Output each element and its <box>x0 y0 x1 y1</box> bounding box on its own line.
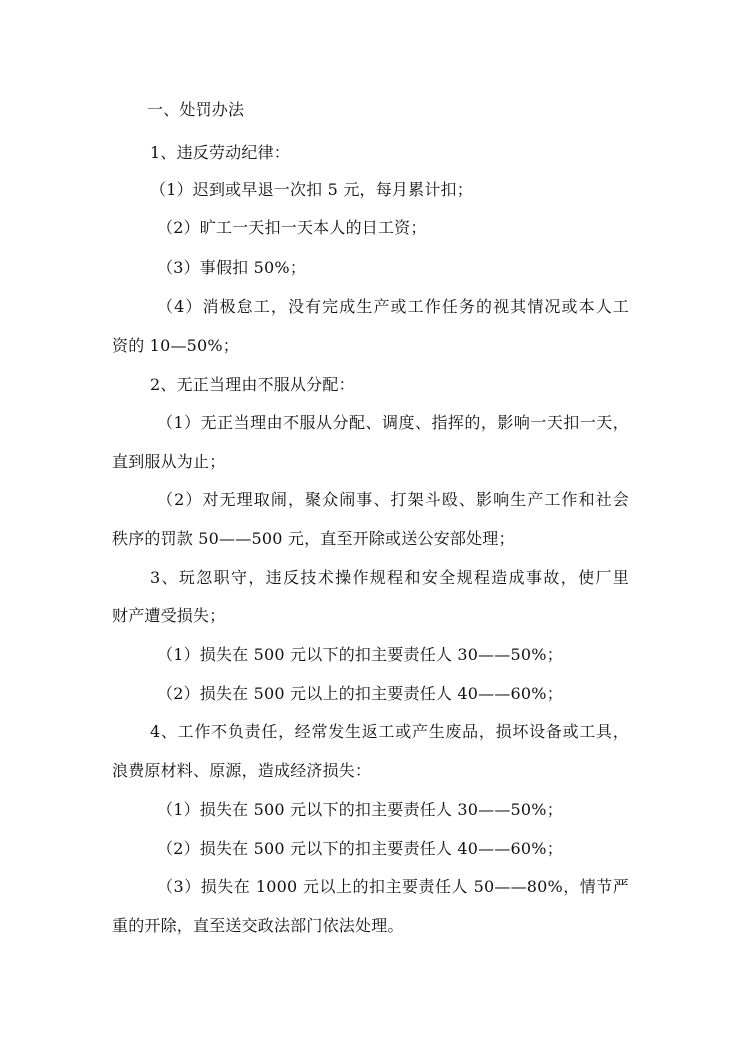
item-heading-4: 4、工作不负责任，经常发生返工或产生废品，损坏设备或工具， <box>150 722 629 741</box>
sub-item-continuation: 秩序的罚款 50——500 元，直至开除或送公安部处理； <box>112 529 515 548</box>
sub-item-continuation: 资的 10—50%； <box>112 336 240 355</box>
section-heading: 一、处罚办法 <box>147 100 245 119</box>
item-heading-continuation: 浪费原材料、原源，造成经济损失： <box>112 761 372 780</box>
sub-item: （1）损失在 500 元以下的扣主要责任人 30——50%； <box>157 645 563 664</box>
sub-item: （2）旷工一天扣一天本人的日工资； <box>157 218 427 237</box>
sub-item: （3）事假扣 50%； <box>157 258 307 277</box>
sub-item: （3）损失在 1000 元以上的扣主要责任人 50——80%，情节严 <box>157 877 629 896</box>
sub-item: （1）无正当理由不服从分配、调度、指挥的，影响一天扣一天， <box>157 413 629 432</box>
sub-item-continuation: 直到服从为止； <box>112 452 226 471</box>
sub-item: （2）对无理取闹，聚众闹事、打架斗殴、影响生产工作和社会 <box>157 490 629 509</box>
sub-item: （1）损失在 500 元以下的扣主要责任人 30——50%； <box>157 800 563 819</box>
sub-item: （1）迟到或早退一次扣 5 元，每月累计扣； <box>150 180 473 199</box>
sub-item-continuation: 重的开除，直至送交政法部门依法处理。 <box>112 916 404 935</box>
sub-item: （4）消极怠工，没有完成生产或工作任务的视其情况或本人工 <box>157 297 629 316</box>
item-heading-1: 1、违反劳动纪律： <box>150 143 290 162</box>
sub-item: （2）损失在 500 元以上的扣主要责任人 40——60%； <box>157 684 563 703</box>
item-heading-continuation: 财产遭受损失； <box>112 606 226 625</box>
sub-item: （2）损失在 500 元以下的扣主要责任人 40——60%； <box>157 839 563 858</box>
item-heading-3: 3、玩忽职守，违反技术操作规程和安全规程造成事故，使厂里 <box>150 568 629 587</box>
item-heading-2: 2、无正当理由不服从分配： <box>150 375 355 394</box>
